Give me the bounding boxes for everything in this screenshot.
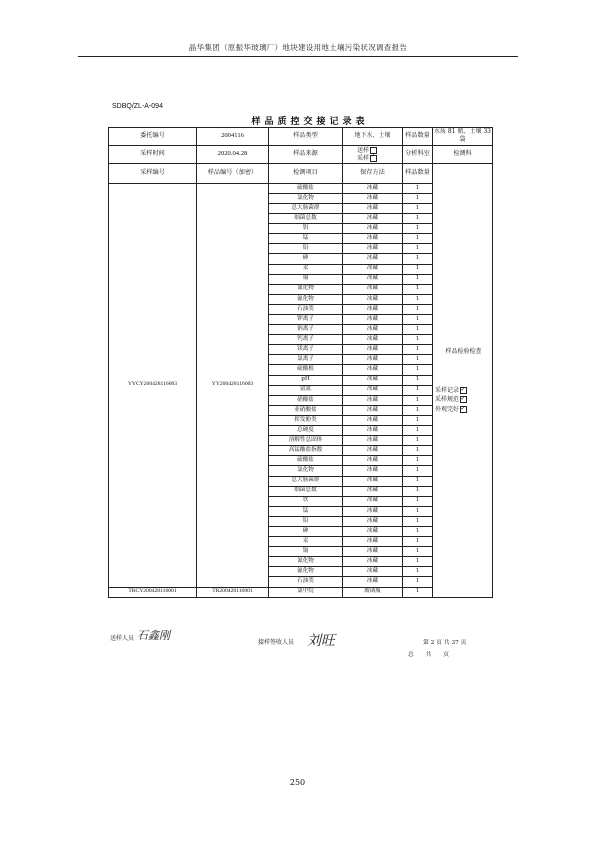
test-item: 溶解性总固体: [269, 436, 343, 446]
sender-label: 送样人员: [110, 635, 135, 642]
preservation-method: 冰藏: [343, 557, 403, 567]
check-sampling-standard: 采样规范✓: [435, 395, 492, 404]
preservation-method: 冰藏: [343, 294, 403, 304]
test-item: 钾离子: [269, 315, 343, 325]
remarks-cell: [433, 163, 493, 597]
sample-qty: 1: [403, 203, 433, 213]
col-test-item: 检测项目: [269, 163, 343, 183]
preservation-method: 冰藏: [343, 224, 403, 234]
preservation-method: 冰藏: [343, 355, 403, 365]
commission-no-value: 2004116: [197, 128, 269, 146]
test-item: 高锰酸盐指数: [269, 446, 343, 456]
sample-qty: 1: [403, 183, 433, 193]
sample-qty: 1: [403, 395, 433, 405]
preservation-method: 冰藏: [343, 193, 403, 203]
preservation-method: 冰藏: [343, 315, 403, 325]
sample-qty: 1: [403, 284, 433, 294]
sample-qty: 1: [403, 547, 433, 557]
check-sampling-record: 采样记录✓: [435, 386, 492, 395]
sample-qty: 1: [403, 446, 433, 456]
sample-qty: 1: [403, 254, 433, 264]
test-item: 钒: [269, 224, 343, 234]
sample-qty: 1: [403, 415, 433, 425]
group2-sampling-no: TRCY200428116001: [109, 587, 197, 597]
test-item: 氰化物: [269, 557, 343, 567]
test-item: 总大肠菌群: [269, 203, 343, 213]
sample-qty-value: 水质 81 瓶、土壤 33 袋: [434, 128, 491, 144]
test-item: 挥发酚类: [269, 415, 343, 425]
receiver-label: 接样签收人员: [258, 639, 295, 646]
col-qty: 样品数量: [403, 163, 433, 183]
test-item: 铅: [269, 244, 343, 254]
preservation-method: 冰藏: [343, 526, 403, 536]
sample-qty: 1: [403, 466, 433, 476]
sample-qty: 1: [403, 587, 433, 597]
sample-qty: 1: [403, 496, 433, 506]
header-rule: [78, 56, 518, 57]
preservation-method: 冰藏: [343, 426, 403, 436]
test-item: 钙离子: [269, 335, 343, 345]
sample-qty: 1: [403, 365, 433, 375]
test-item: 汞: [269, 264, 343, 274]
sample-qty: 1: [403, 224, 433, 234]
sample-type-value: 地下水、土壤: [343, 128, 403, 146]
preservation-method: 冰藏: [343, 254, 403, 264]
preservation-method: 冰藏: [343, 325, 403, 335]
sample-qty: 1: [403, 234, 433, 244]
test-item: 汞: [269, 537, 343, 547]
sample-qty: 1: [403, 405, 433, 415]
preservation-method: 冰藏: [343, 405, 403, 415]
preservation-method: 冰藏: [343, 516, 403, 526]
sample-qty: 1: [403, 375, 433, 385]
sample-qty: 1: [403, 264, 433, 274]
test-item: 氯化物: [269, 466, 343, 476]
check-appearance-checkbox[interactable]: [460, 406, 467, 413]
group2-sample-no: TR200428116001: [197, 587, 269, 597]
sample-qty: 1: [403, 385, 433, 395]
sample-qty: 1: [403, 577, 433, 587]
source-option-send-label: 送样: [357, 146, 370, 154]
preservation-method: 冰藏: [343, 264, 403, 274]
preservation-method: 冰藏: [343, 466, 403, 476]
sample-qty: 1: [403, 567, 433, 577]
sample-qty: 1: [403, 325, 433, 335]
commission-no-label: 委托编号: [109, 128, 197, 146]
preservation-method: 冰藏: [343, 436, 403, 446]
sample-qty: 1: [403, 274, 433, 284]
sample-qty: 1: [403, 456, 433, 466]
preservation-method: 冰藏: [343, 456, 403, 466]
preservation-method: 冰藏: [343, 234, 403, 244]
col-sample-no: 样品编号（加密）: [197, 163, 269, 183]
sample-type-label: 样品类型: [269, 128, 343, 146]
preservation-method: 冰藏: [343, 304, 403, 314]
preservation-method: 冰藏: [343, 244, 403, 254]
source-collect-checkbox[interactable]: [370, 155, 377, 162]
test-item: 硫酸根: [269, 365, 343, 375]
sample-source-options: [343, 145, 403, 163]
sample-qty: 1: [403, 436, 433, 446]
form-title: 样品质控交接记录表: [251, 117, 369, 127]
sample-qty: 1: [403, 426, 433, 436]
test-item: 铁: [269, 496, 343, 506]
sample-qty: 1: [403, 526, 433, 536]
sampling-time-label: 采样时间: [109, 145, 197, 163]
preservation-method: 冰藏: [343, 365, 403, 375]
page-info: 第 2 页 共 37 页: [423, 640, 467, 646]
remarks-title: 样品检验检查: [445, 347, 482, 355]
test-item: 氯离子: [269, 355, 343, 365]
page-header: 晶华集团（原振华玻璃厂）地块建设用地土壤污染状况调查报告: [188, 43, 408, 52]
preservation-method: 冰藏: [343, 203, 403, 213]
sample-qty: 1: [403, 476, 433, 486]
handover-table-wrap: [108, 127, 492, 598]
sample-qty: 1: [403, 486, 433, 496]
test-item: 氯甲烷: [269, 587, 343, 597]
test-item: 石油类: [269, 304, 343, 314]
test-item: 锰: [269, 234, 343, 244]
test-item: 铅: [269, 516, 343, 526]
sample-qty: 1: [403, 557, 433, 567]
test-item: 总硬度: [269, 426, 343, 436]
test-item: 硝酸盐: [269, 395, 343, 405]
receiver-signature: 刘旺: [307, 633, 335, 649]
doc-code: SDBQ/ZL-A-094: [112, 103, 163, 110]
test-item: 氨氮: [269, 385, 343, 395]
test-item: 细菌总数: [269, 214, 343, 224]
column-header-row: [109, 163, 493, 183]
col-sampling-no: 采样编号: [109, 163, 197, 183]
preservation-method: 冰藏: [343, 537, 403, 547]
meta-row-1: [109, 128, 493, 146]
test-item: 氟化物: [269, 294, 343, 304]
preservation-method: 冰藏: [343, 214, 403, 224]
test-item: 砷: [269, 526, 343, 536]
test-item: 亚硝酸盐: [269, 405, 343, 415]
sample-source-label: 样品来源: [269, 145, 343, 163]
preservation-method: 冰藏: [343, 486, 403, 496]
sample-qty: 1: [403, 537, 433, 547]
test-item: 钠离子: [269, 325, 343, 335]
sample-qty: 1: [403, 355, 433, 365]
test-item: 镉: [269, 547, 343, 557]
test-item: 细菌总数: [269, 486, 343, 496]
check-sampling-standard-checkbox[interactable]: [460, 396, 467, 403]
preservation-method: 冰藏: [343, 506, 403, 516]
preservation-method: 冰藏: [343, 395, 403, 405]
test-item: 石油类: [269, 577, 343, 587]
test-item: 镉: [269, 274, 343, 284]
sample-qty: 1: [403, 294, 433, 304]
preservation-method: 冰藏: [343, 547, 403, 557]
preservation-method: 冰藏: [343, 345, 403, 355]
page-number: 250: [289, 778, 306, 787]
sender-signature: 石鑫刚: [137, 629, 170, 642]
test-item: 氟化物: [269, 567, 343, 577]
test-item: 硫酸盐: [269, 456, 343, 466]
preservation-method: 冰藏: [343, 446, 403, 456]
preservation-method: 冰藏: [343, 385, 403, 395]
preservation-method: 冰藏: [343, 375, 403, 385]
check-appearance: 外观完好✓: [435, 405, 492, 414]
group1-sample-no: YY200428116003: [197, 183, 269, 587]
sample-qty: 1: [403, 244, 433, 254]
meta-row-2: [109, 145, 493, 163]
preservation-method: 冰藏: [343, 567, 403, 577]
sample-qty: 1: [403, 345, 433, 355]
sampling-time-value: 2020.04.28: [197, 145, 269, 163]
preservation-method: 冰藏: [343, 496, 403, 506]
sample-qty: 1: [403, 304, 433, 314]
source-option-collect-label: 采样: [357, 154, 370, 162]
test-item: 氰化物: [269, 284, 343, 294]
preservation-method: 冰藏: [343, 274, 403, 284]
preservation-method: 冰藏: [343, 577, 403, 587]
analysis-value: 检测科: [433, 145, 493, 163]
test-item: 砷: [269, 254, 343, 264]
source-option-collect: [343, 155, 402, 162]
sample-qty: 1: [403, 506, 433, 516]
check-sampling-record-checkbox[interactable]: [460, 387, 467, 394]
sample-qty: 1: [403, 335, 433, 345]
preservation-method: 冰藏: [343, 335, 403, 345]
test-item: 氯化物: [269, 193, 343, 203]
preservation-method: 冰藏: [343, 183, 403, 193]
preservation-method: 冰藏: [343, 415, 403, 425]
test-item: 锰: [269, 506, 343, 516]
test-item: 镁离子: [269, 345, 343, 355]
test-item: 硫酸盐: [269, 183, 343, 193]
sample-qty: 1: [403, 214, 433, 224]
preservation-method: 冰藏: [343, 476, 403, 486]
test-item: pH: [269, 375, 343, 385]
sample-qty: 1: [403, 315, 433, 325]
preservation-method: 冰藏: [343, 284, 403, 294]
analysis-label: 分析科室: [403, 145, 433, 163]
test-item: 总大肠菌群: [269, 476, 343, 486]
sample-qty-label: 样品数量: [403, 128, 433, 146]
preservation-method: 玻璃瓶: [343, 587, 403, 597]
sample-qty: 1: [403, 193, 433, 203]
group1-sampling-no: YYCY200428116003: [109, 183, 197, 587]
total-line: 总 共 页: [408, 652, 455, 658]
handover-table: [108, 127, 493, 598]
sample-qty: 1: [403, 516, 433, 526]
col-preservation: 保存方法: [343, 163, 403, 183]
